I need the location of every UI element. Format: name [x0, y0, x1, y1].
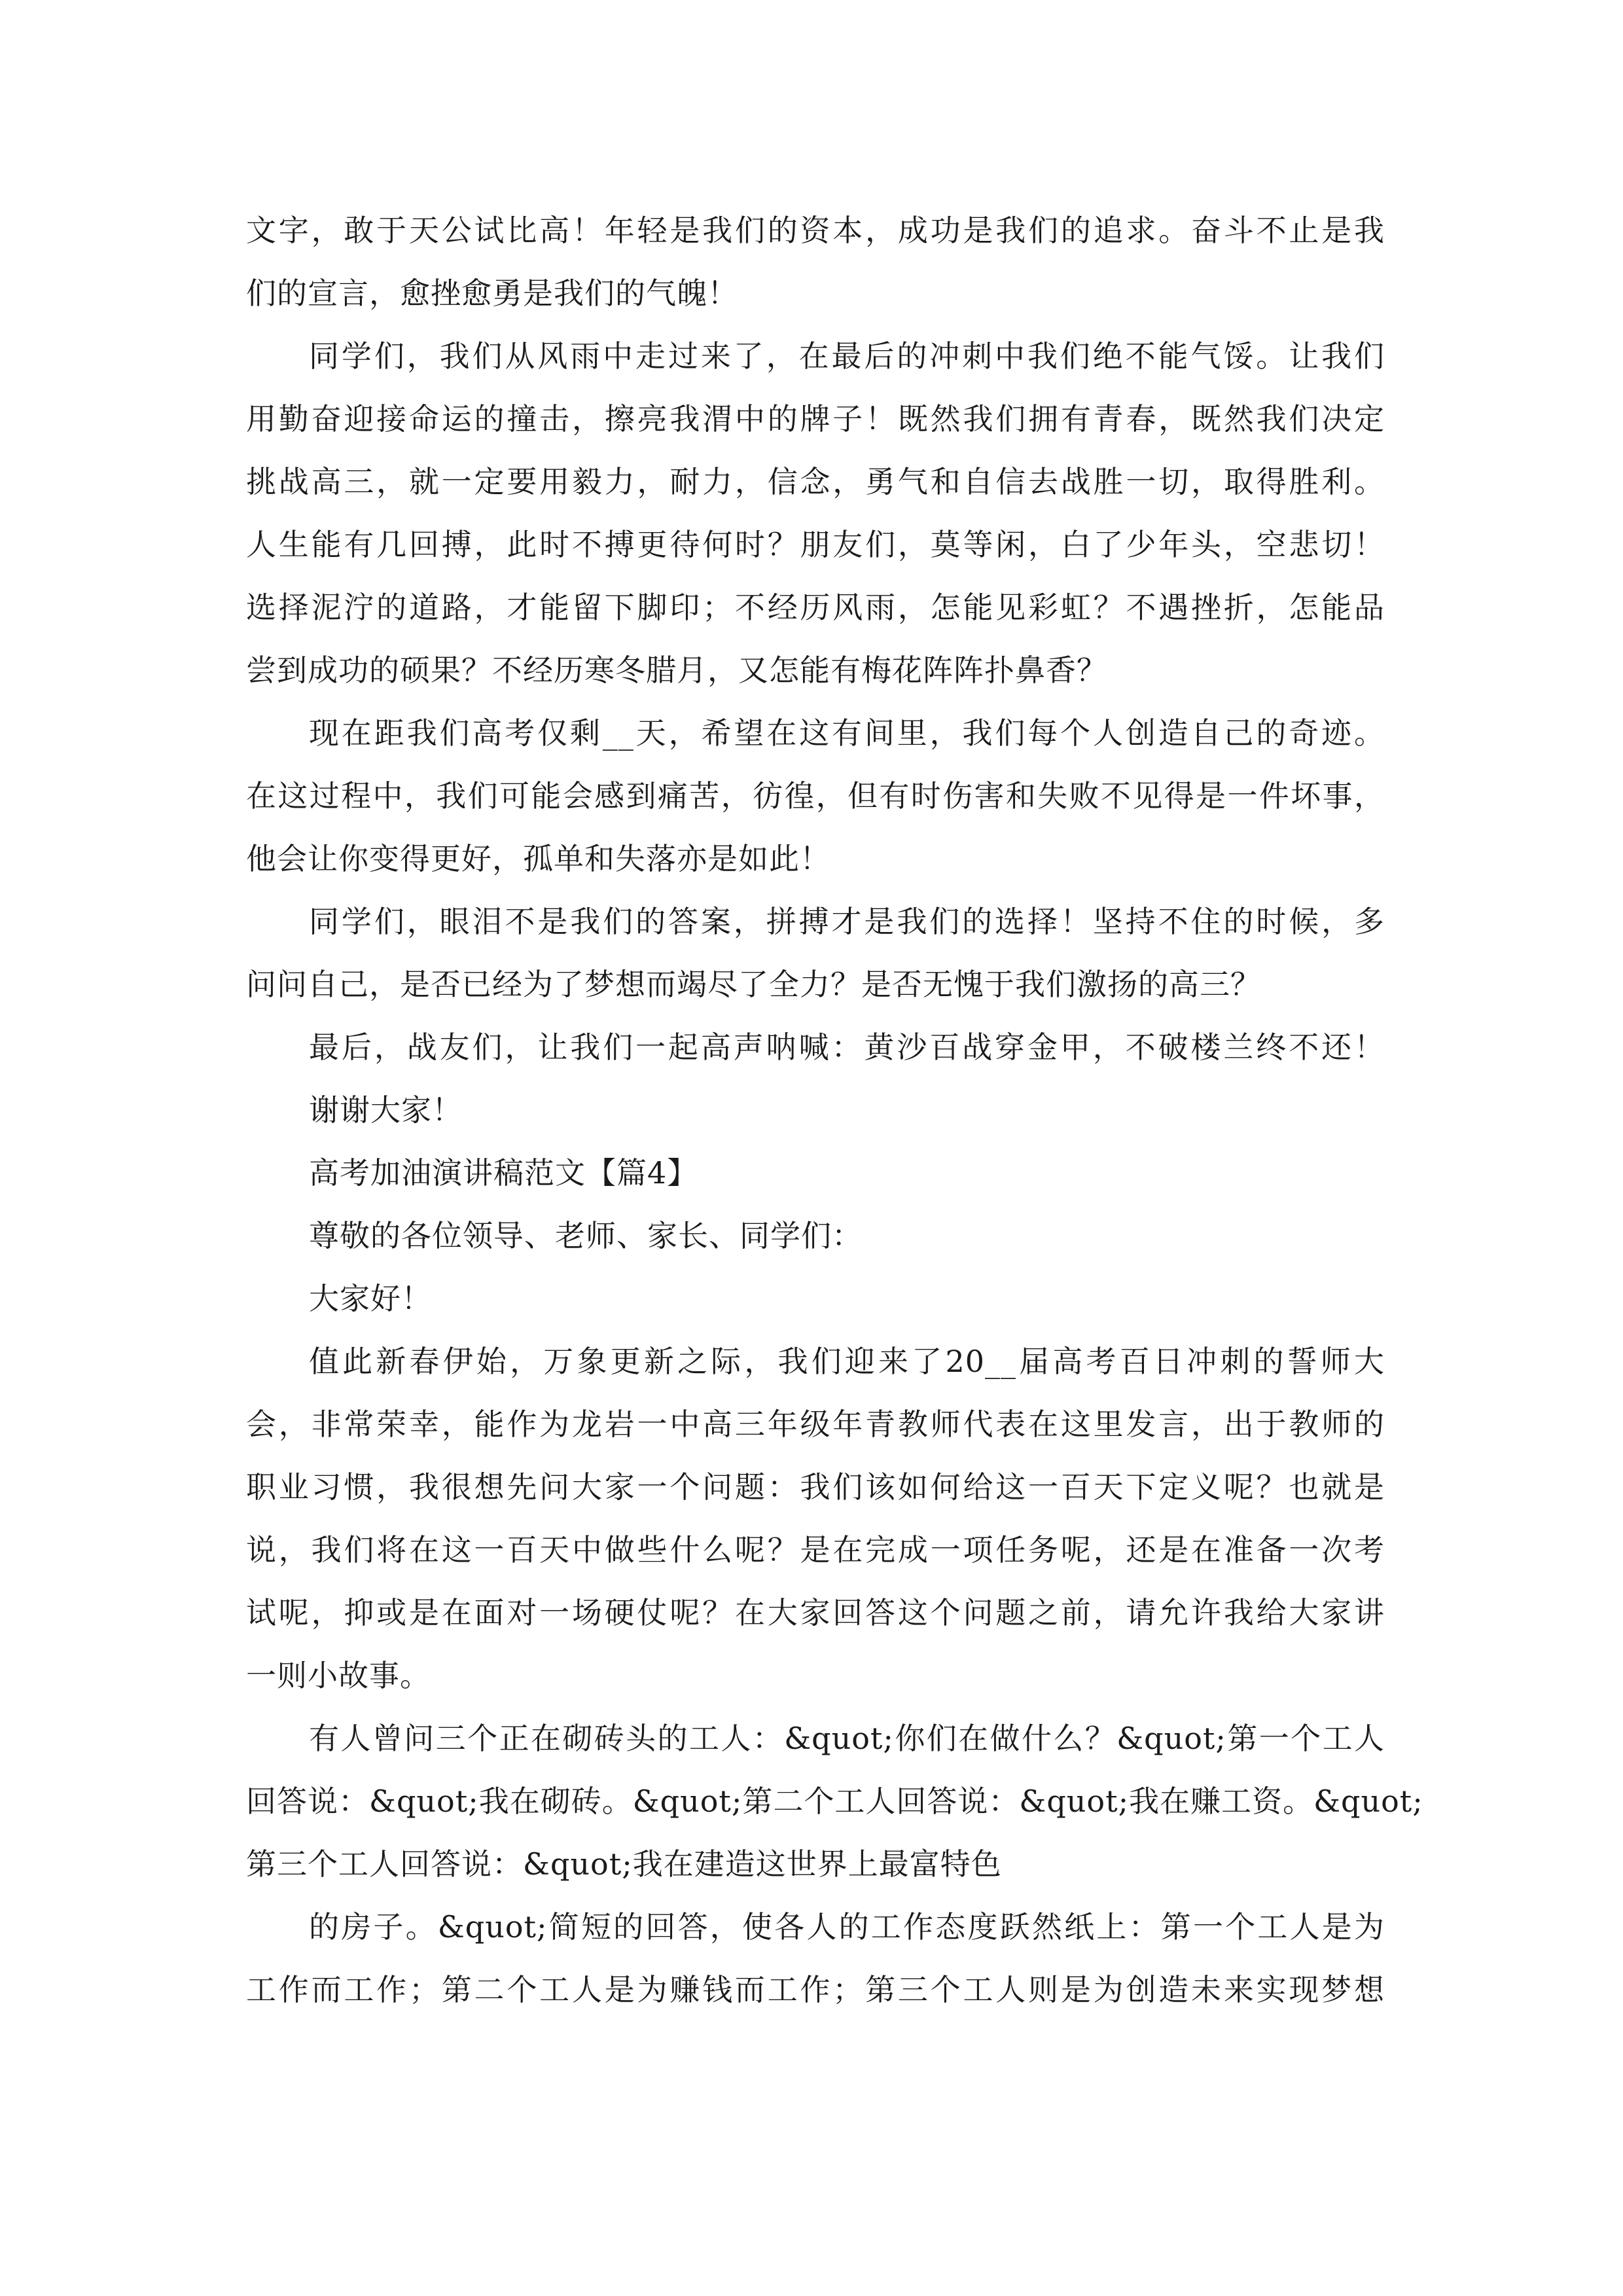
text-line-10: 在这过程中，我们可能会感到痛苦，彷徨，但有时伤害和失败不见得是一件坏事， — [246, 778, 1385, 814]
text-line-3: 同学们，我们从风雨中走过来了，在最后的冲刺中我们绝不能气馁。让我们 — [309, 338, 1385, 374]
text-line-27: 第三个工人回答说：&quot;我在建造这世界上最富特色 — [246, 1846, 1002, 1882]
text-line-24: 一则小故事。 — [246, 1658, 431, 1693]
text-line-25: 有人曾问三个正在砌砖头的工人：&quot;你们在做什么？&quot;第一个工人 — [309, 1721, 1385, 1756]
text-line-15: 谢谢大家！ — [309, 1092, 463, 1128]
text-line-1: 文字，敢于天公试比高！年轻是我们的资本，成功是我们的追求。奋斗不止是我 — [246, 213, 1385, 248]
text-line-6: 人生能有几回搏，此时不搏更待何时？朋友们，莫等闲，白了少年头，空悲切！ — [246, 527, 1385, 562]
text-line-7: 选择泥泞的道路，才能留下脚印；不经历风雨，怎能见彩虹？不遇挫折，怎能品 — [246, 590, 1385, 625]
greeting: 大家好！ — [309, 1281, 432, 1316]
text-line-14: 最后，战友们，让我们一起高声呐喊：黄沙百战穿金甲，不破楼兰终不还！ — [309, 1030, 1385, 1065]
text-line-29: 工作而工作；第二个工人是为赚钱而工作；第三个工人则是为创造未来实现梦想 — [246, 1972, 1385, 2007]
text-line-12: 同学们，眼泪不是我们的答案，拼搏才是我们的选择！坚持不住的时候，多 — [309, 904, 1385, 939]
salutation: 尊敬的各位领导、老师、家长、同学们： — [309, 1218, 863, 1253]
text-line-26: 回答说：&quot;我在砌砖。&quot;第二个工人回答说：&quot;我在赚工资。&quot; — [246, 1784, 1423, 1819]
text-line-8: 尝到成功的硕果？不经历寒冬腊月，又怎能有梅花阵阵扑鼻香？ — [246, 653, 1107, 688]
text-line-13: 问问自己，是否已经为了梦想而竭尽了全力？是否无愧于我们激扬的高三？ — [246, 967, 1261, 1002]
section-heading: 高考加油演讲稿范文【篇4】 — [309, 1155, 698, 1191]
text-line-4: 用勤奋迎接命运的撞击，擦亮我渭中的牌子！既然我们拥有青春，既然我们决定 — [246, 401, 1385, 437]
text-line-11: 他会让你变得更好，孤单和失落亦是如此！ — [246, 841, 830, 876]
text-line-5: 挑战高三，就一定要用毅力，耐力，信念，勇气和自信去战胜一切，取得胜利。 — [246, 464, 1385, 499]
text-line-28: 的房子。&quot;简短的回答，使各人的工作态度跃然纸上：第一个工人是为 — [309, 1909, 1385, 1945]
text-line-22: 说，我们将在这一百天中做些什么呢？是在完成一项任务呢，还是在准备一次考 — [246, 1532, 1385, 1568]
text-line-20: 会，非常荣幸，能作为龙岩一中高三年级年青教师代表在这里发言，出于教师的 — [246, 1407, 1385, 1442]
text-line-21: 职业习惯，我很想先问大家一个问题：我们该如何给这一百天下定义呢？也就是 — [246, 1469, 1385, 1505]
text-line-23: 试呢，抑或是在面对一场硬仗呢？在大家回答这个问题之前，请允许我给大家讲 — [246, 1595, 1385, 1630]
text-line-9: 现在距我们高考仅剩__天，希望在这有间里，我们每个人创造自己的奇迹。 — [309, 715, 1385, 751]
text-line-2: 们的宣言，愈挫愈勇是我们的气魄！ — [246, 276, 738, 311]
text-line-19: 值此新春伊始，万象更新之际，我们迎来了20__届高考百日冲刺的誓师大 — [309, 1344, 1385, 1379]
